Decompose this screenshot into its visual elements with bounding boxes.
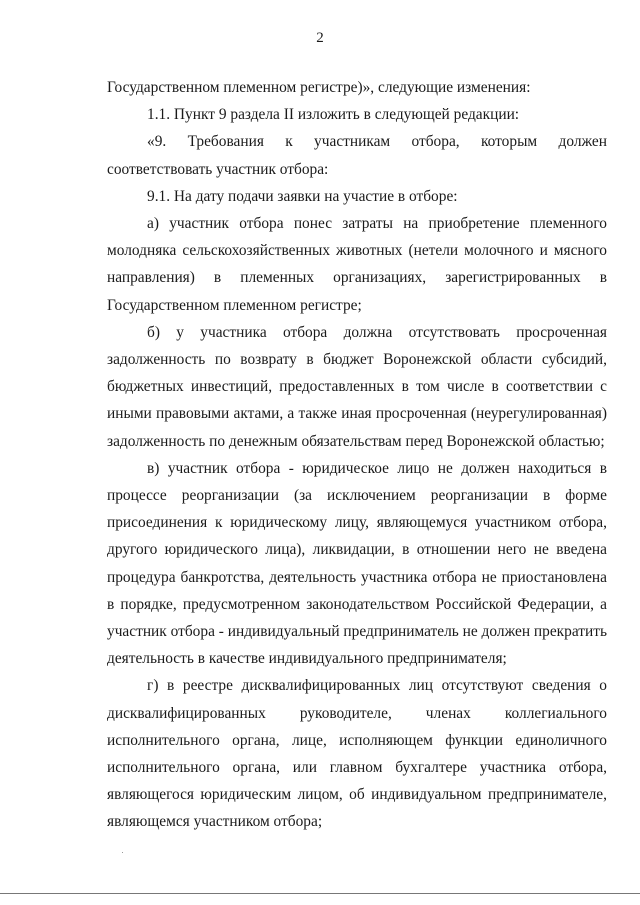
paragraph-1-1: 1.1. Пункт 9 раздела II изложить в следующей редакции: bbox=[147, 106, 520, 124]
footer-rule bbox=[0, 893, 640, 894]
paragraph-item-g: г) в реестре дисквалифицированных лиц отсутствуют сведения о дисквалифицированных руководителе, членах коллегиального исполнительного органа, лице, исполняющем функции единоличного исполнительного органа, или главном бухгалтере участника отбора, являющегося юридическим лицом, об индивидуальном предпринимателе, являющемся участником отбора; bbox=[107, 677, 607, 831]
paragraph-9-heading: «9. Требования к участникам отбора, которым должен соответствовать участник отбора: bbox=[107, 133, 607, 178]
paragraph-item-a: а) участник отбора понес затраты на приобретение племенного молодняка сельскохозяйственных животных (нетели молочного и мясного направления) в племенных организациях, зарегистрированных в Государственном племенном регистре; bbox=[107, 215, 607, 314]
page-number: 2 bbox=[316, 30, 324, 46]
paragraph-item-v: в) участник отбора - юридическое лицо не должен находиться в процессе реорганизации (за исключением реорганизации в форме присоединения к юридическому лицу, являющемуся участником отбора, другого юридического лица), ликвидации, в отношении него не введена процедура банкротства, деятельность участника отбора не приостановлена в порядке, предусмотренном законодательством Российской Федерации, а участник отбора - индивидуальный предприниматель не должен прекратить деятельность в качестве индивидуального предпринимателя; bbox=[107, 459, 607, 668]
paragraph-9-1: 9.1. На дату подачи заявки на участие в отборе: bbox=[147, 187, 458, 205]
scan-speck bbox=[122, 852, 123, 853]
document-body bbox=[107, 74, 607, 836]
paragraph-continuation: Государственном племенном регистре)», следующие изменения: bbox=[107, 79, 531, 96]
paragraph-item-b: б) у участника отбора должна отсутствовать просроченная задолженность по возврату в бюджет Воронежской области субсидий, бюджетных инвестиций, предоставленных в том числе в соответствии с иными правовыми актами, а также иная просроченная (неурегулированная) задолженность по денежным обязательствам перед Воронежской областью; bbox=[107, 323, 607, 450]
